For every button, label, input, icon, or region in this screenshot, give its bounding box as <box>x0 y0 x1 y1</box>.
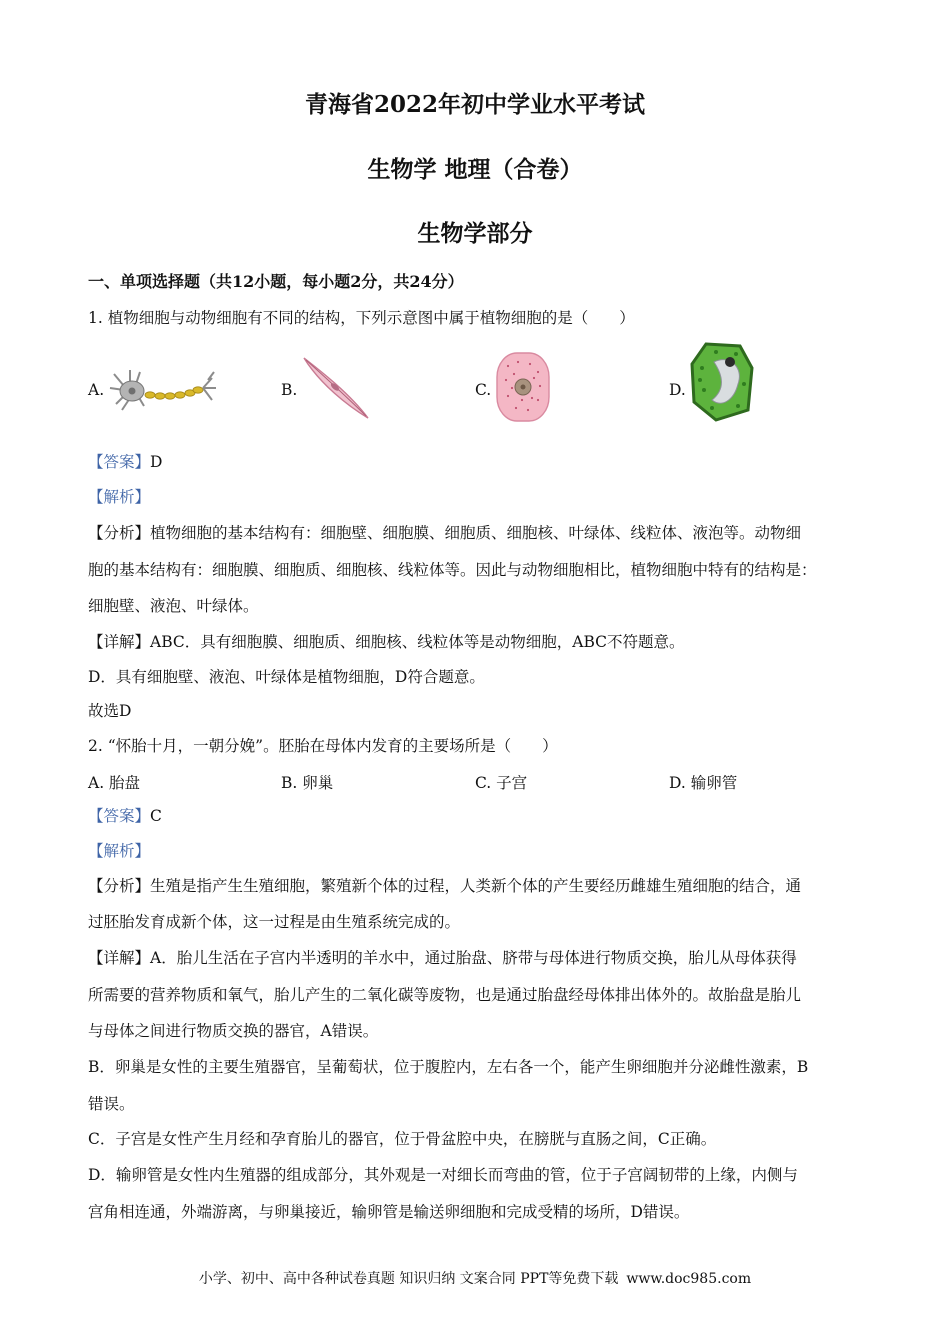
q2-analysis-line: 过胚胎发育成新个体，这一过程是由生殖系统完成的。 <box>88 913 461 931</box>
q2-detail-line: 与母体之间进行物质交换的器官，A错误。 <box>88 1022 379 1040</box>
q2-option-a: A. 胎盘 <box>88 774 141 792</box>
muscle-cell-icon <box>300 354 372 422</box>
q2-option-b: B. 卵巢 <box>281 774 334 792</box>
analysis-label: 【分析】 <box>88 524 151 542</box>
q1-analysis-line: 胞的基本结构有：细胞膜、细胞质、细胞核、线粒体等。因此与动物细胞相比，植物细胞中特有的结构是： <box>88 561 817 579</box>
q1-option-d: D. <box>669 381 686 399</box>
q1-option-c: C. <box>475 381 492 399</box>
footer-text: 小学、初中、高中各种试卷真题 知识归纳 文案合同 PPT等免费下载 <box>198 1271 619 1287</box>
q2-analysis-line: 【分析】生殖是指产生生殖细胞，繁殖新个体的过程，人类新个体的产生要经历雌雄生殖细胞的结合，通 <box>88 877 802 895</box>
q2-option-d: D. 输卵管 <box>669 774 738 792</box>
detail-label: 【详解】 <box>88 949 151 967</box>
animal-cell-icon <box>494 350 552 424</box>
analysis-label: 【分析】 <box>88 877 151 895</box>
answer-tag: 【答案】 <box>88 453 151 471</box>
neuron-icon <box>108 366 220 416</box>
q2-detail-line: 宫角相连通，外端游离，与卵巢接近，输卵管是输送卵细胞和完成受精的场所，D错误。 <box>88 1203 690 1221</box>
q2-detail-line: 【详解】A．胎儿生活在子宫内半透明的羊水中，通过胎盘、脐带与母体进行物质交换，胎儿从母体获得 <box>88 949 797 967</box>
exam-title: 青海省2022年初中学业水平考试 <box>304 91 645 118</box>
q2-detail-line: 错误。 <box>88 1095 135 1113</box>
q1-analysis-line: 细胞壁、液泡、叶绿体。 <box>88 597 259 615</box>
footer-link[interactable]: www.doc985.com <box>626 1271 752 1287</box>
q1-analysis-line: 【分析】植物细胞的基本结构有：细胞壁、细胞膜、细胞质、细胞核、叶绿体、线粒体、液泡等。动物细 <box>88 524 802 542</box>
q2-detail-line: D．输卵管是女性内生殖器的组成部分，其外观是一对细长而弯曲的管，位于子宫阔韧带的上缘，内侧与 <box>88 1166 798 1184</box>
q2-analysis-tag: 【解析】 <box>88 842 151 860</box>
page-footer <box>0 1268 950 1288</box>
q1-analysis-tag: 【解析】 <box>88 488 151 506</box>
answer-value: D <box>150 453 163 471</box>
section-heading: 一、单项选择题（共12小题，每小题2分，共24分） <box>88 272 464 291</box>
answer-tag: 【答案】 <box>88 807 151 825</box>
exam-subtitle: 生物学 地理（合卷） <box>367 156 583 183</box>
question-1-stem: 1. 植物细胞与动物细胞有不同的结构，下列示意图中属于植物细胞的是（ ） <box>88 309 635 327</box>
q2-detail-line: 所需要的营养物质和氧气，胎儿产生的二氧化碳等废物，也是通过胎盘经母体排出体外的。故胎盘是胎儿 <box>88 986 802 1004</box>
q1-option-b: B. <box>281 381 298 399</box>
q2-detail-line: C．子宫是女性产生月经和孕育胎儿的器官，位于骨盆腔中央，在膀胱与直肠之间，C正确。 <box>88 1130 717 1148</box>
q2-detail-line: B．卵巢是女性的主要生殖器官，呈葡萄状，位于腹腔内，左右各一个，能产生卵细胞并分泌雌性激素，B <box>88 1058 809 1076</box>
plant-cell-icon <box>690 340 754 424</box>
q1-conclusion: 故选D <box>88 702 132 720</box>
detail-label: 【详解】 <box>88 633 151 651</box>
q1-answer <box>88 452 868 472</box>
question-2-stem: 2. “怀胎十月，一朝分娩”。胚胎在母体内发育的主要场所是（ ） <box>88 737 558 755</box>
q1-detail-line: D．具有细胞壁、液泡、叶绿体是植物细胞，D符合题意。 <box>88 668 485 686</box>
section-title: 生物学部分 <box>417 220 533 247</box>
q1-option-a: A. <box>88 381 105 399</box>
q1-detail-line: 【详解】ABC．具有细胞膜、细胞质、细胞核、线粒体等是动物细胞，ABC不符题意。 <box>88 633 685 651</box>
q2-option-c: C. 子宫 <box>475 774 528 792</box>
q2-answer <box>88 806 868 826</box>
answer-value: C <box>150 807 162 825</box>
